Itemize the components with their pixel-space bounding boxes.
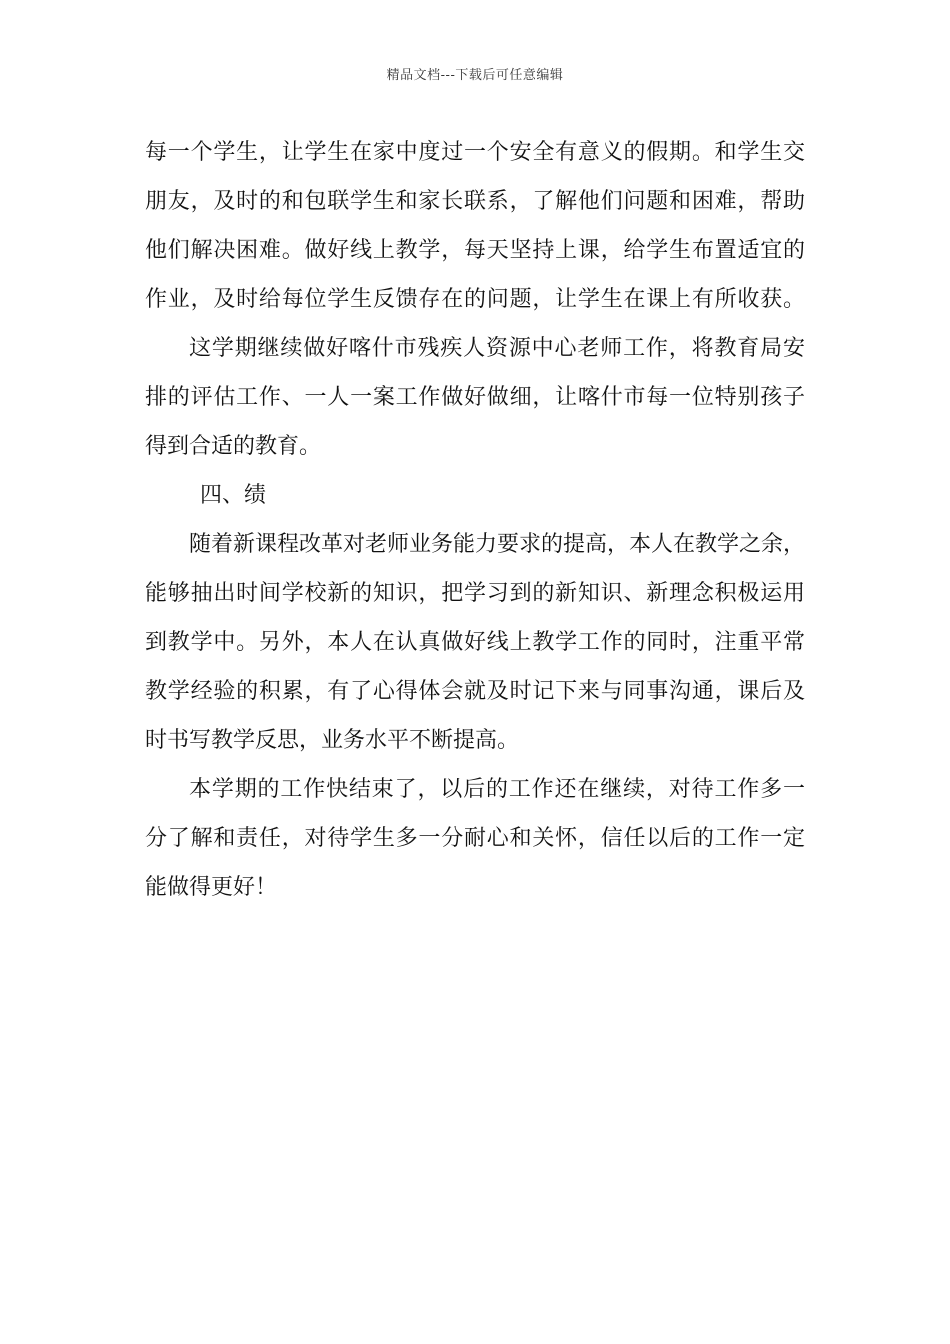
text-line: 朋友，及时的和包联学生和家长联系，了解他们问题和困难，帮助 <box>145 189 805 214</box>
text-line: 排的评估工作、一人一案工作做好做细，让喀什市每一位特别孩子 <box>145 385 805 410</box>
text-line: 他们解决困难。做好线上教学，每天坚持上课，给学生布置适宜的 <box>145 238 805 263</box>
document-body <box>145 128 805 912</box>
text-line: 每一个学生，让学生在家中度过一个安全有意义的假期。和学生交 <box>145 140 805 165</box>
text-line: 到教学中。另外，本人在认真做好线上教学工作的同时，注重平常 <box>145 630 805 655</box>
text-line: 随着新课程改革对老师业务能力要求的提高，本人在教学之余， <box>189 532 806 557</box>
text-line: 能做得更好！ <box>145 875 278 900</box>
text-line: 能够抽出时间学校新的知识，把学习到的新知识、新理念积极运用 <box>145 581 805 606</box>
text-line: 分了解和责任，对待学生多一分耐心和关怀，信任以后的工作一定 <box>145 826 805 851</box>
section-heading-text: 四、绩 <box>200 483 267 508</box>
text-line: 教学经验的积累，有了心得体会就及时记下来与同事沟通，课后及 <box>145 679 805 704</box>
paragraph-achievements <box>145 520 805 765</box>
text-line: 时书写教学反思，业务水平不断提高。 <box>145 728 520 753</box>
page-header: 精品文档---下载后可任意编辑 <box>386 68 564 83</box>
text-line: 得到合适的教育。 <box>145 434 322 459</box>
paragraph-resource-center <box>145 324 805 471</box>
paragraph-conclusion <box>145 765 805 912</box>
text-line: 本学期的工作快结束了，以后的工作还在继续，对待工作多一 <box>189 777 805 802</box>
paragraph-continuation <box>145 128 805 324</box>
text-line: 这学期继续做好喀什市残疾人资源中心老师工作，将教育局安 <box>189 336 805 361</box>
section-heading <box>145 471 805 520</box>
text-line: 作业，及时给每位学生反馈存在的问题，让学生在课上有所收获。 <box>145 287 805 312</box>
